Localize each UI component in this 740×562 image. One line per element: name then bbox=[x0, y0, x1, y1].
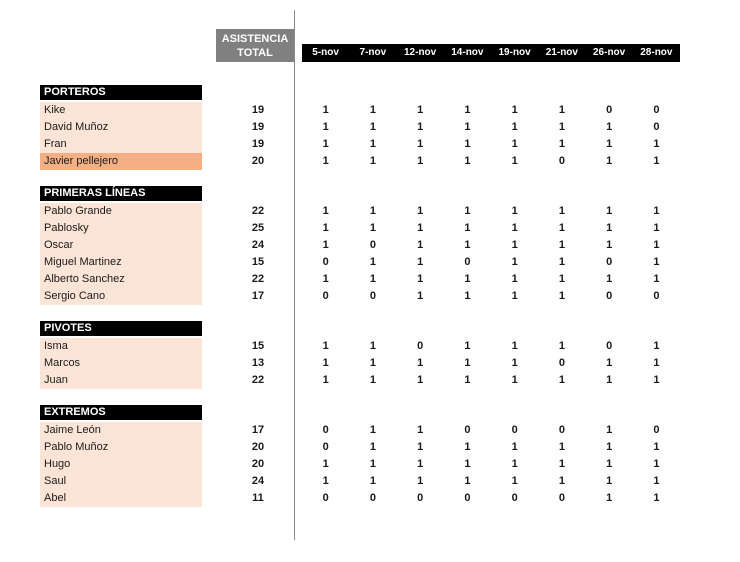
attendance-cell: 1 bbox=[653, 138, 660, 150]
date-header-cell: 7-nov bbox=[359, 47, 387, 58]
attendance-cell: 1 bbox=[558, 340, 565, 352]
attendance-cell: 1 bbox=[511, 155, 518, 167]
attendance-cell: 1 bbox=[464, 290, 471, 302]
attendance-cell: 1 bbox=[653, 273, 660, 285]
attendance-cell: 1 bbox=[606, 492, 613, 504]
attendance-cell: 1 bbox=[511, 357, 518, 369]
attendance-cell: 1 bbox=[417, 458, 424, 470]
player-row bbox=[0, 422, 740, 439]
player-row bbox=[0, 254, 740, 271]
date-header-cell: 28-nov bbox=[640, 47, 673, 58]
total-header-line1: ASISTENCIA bbox=[221, 32, 289, 45]
player-row bbox=[0, 220, 740, 237]
attendance-cell: 1 bbox=[606, 475, 613, 487]
player-name-cell: Abel bbox=[40, 490, 202, 507]
attendance-cell: 1 bbox=[464, 475, 471, 487]
player-row bbox=[0, 338, 740, 355]
attendance-cell: 1 bbox=[417, 374, 424, 386]
player-name-cell: Fran bbox=[40, 136, 202, 153]
player-name-cell: Miguel Martinez bbox=[40, 254, 202, 271]
attendance-cell: 1 bbox=[369, 222, 376, 234]
attendance-cell: 1 bbox=[511, 121, 518, 133]
attendance-cell: 1 bbox=[653, 155, 660, 167]
player-name-cell: David Muñoz bbox=[40, 119, 202, 136]
attendance-cell: 0 bbox=[464, 424, 471, 436]
attendance-cell: 1 bbox=[511, 340, 518, 352]
attendance-cell: 1 bbox=[653, 458, 660, 470]
attendance-cell: 1 bbox=[369, 205, 376, 217]
attendance-cells bbox=[302, 355, 680, 372]
attendance-cell: 1 bbox=[606, 222, 613, 234]
attendance-cell: 1 bbox=[606, 458, 613, 470]
attendance-cell: 1 bbox=[511, 222, 518, 234]
attendance-cell: 1 bbox=[417, 155, 424, 167]
attendance-cell: 0 bbox=[464, 492, 471, 504]
attendance-cell: 1 bbox=[369, 256, 376, 268]
attendance-cell: 0 bbox=[558, 424, 565, 436]
attendance-cells bbox=[302, 338, 680, 355]
player-row bbox=[0, 288, 740, 305]
attendance-cell: 1 bbox=[606, 374, 613, 386]
attendance-cell: 1 bbox=[464, 222, 471, 234]
attendance-cell: 1 bbox=[653, 340, 660, 352]
attendance-cell: 1 bbox=[511, 441, 518, 453]
player-total-cell: 24 bbox=[251, 239, 265, 251]
player-row bbox=[0, 119, 740, 136]
attendance-cell: 0 bbox=[558, 155, 565, 167]
player-name-cell: Juan bbox=[40, 372, 202, 389]
attendance-cell: 1 bbox=[417, 205, 424, 217]
attendance-cell: 1 bbox=[322, 357, 329, 369]
date-header-cell: 26-nov bbox=[593, 47, 626, 58]
attendance-cell: 1 bbox=[606, 441, 613, 453]
attendance-cell: 1 bbox=[417, 121, 424, 133]
attendance-cell: 1 bbox=[511, 290, 518, 302]
attendance-cell: 1 bbox=[322, 104, 329, 116]
attendance-cells bbox=[302, 271, 680, 288]
section-title: PIVOTES bbox=[40, 321, 202, 336]
attendance-cell: 1 bbox=[322, 155, 329, 167]
attendance-cell: 1 bbox=[464, 441, 471, 453]
player-name-cell: Saul bbox=[40, 473, 202, 490]
attendance-cell: 1 bbox=[322, 239, 329, 251]
attendance-cell: 1 bbox=[417, 424, 424, 436]
attendance-cell: 1 bbox=[464, 121, 471, 133]
attendance-cell: 1 bbox=[322, 222, 329, 234]
date-header-cell: 12-nov bbox=[404, 47, 437, 58]
attendance-cell: 0 bbox=[606, 104, 613, 116]
attendance-cell: 1 bbox=[464, 357, 471, 369]
attendance-cell: 1 bbox=[511, 239, 518, 251]
attendance-cell: 1 bbox=[464, 239, 471, 251]
player-name-cell: Pablosky bbox=[40, 220, 202, 237]
attendance-cell: 0 bbox=[417, 492, 424, 504]
attendance-cell: 1 bbox=[653, 205, 660, 217]
attendance-cell: 1 bbox=[558, 138, 565, 150]
player-total-cell: 17 bbox=[251, 424, 265, 436]
date-header-row bbox=[302, 44, 680, 62]
attendance-cell: 1 bbox=[464, 205, 471, 217]
attendance-cell: 0 bbox=[369, 239, 376, 251]
player-row bbox=[0, 136, 740, 153]
attendance-cells bbox=[302, 119, 680, 136]
attendance-cell: 1 bbox=[464, 458, 471, 470]
player-name-cell: Oscar bbox=[40, 237, 202, 254]
attendance-cell: 1 bbox=[369, 475, 376, 487]
attendance-cell: 1 bbox=[606, 357, 613, 369]
player-total-cell: 22 bbox=[251, 273, 265, 285]
attendance-cells bbox=[302, 136, 680, 153]
player-name-cell: Kike bbox=[40, 102, 202, 119]
attendance-cell: 0 bbox=[558, 357, 565, 369]
attendance-cell: 1 bbox=[322, 374, 329, 386]
attendance-cells bbox=[302, 102, 680, 119]
attendance-cells bbox=[302, 254, 680, 271]
player-row bbox=[0, 237, 740, 254]
attendance-cell: 0 bbox=[417, 340, 424, 352]
attendance-cell: 0 bbox=[653, 290, 660, 302]
attendance-cell: 1 bbox=[653, 357, 660, 369]
player-name-cell: Sergio Cano bbox=[40, 288, 202, 305]
attendance-cell: 1 bbox=[511, 374, 518, 386]
attendance-cell: 1 bbox=[322, 340, 329, 352]
attendance-cell: 1 bbox=[322, 138, 329, 150]
player-total-cell: 20 bbox=[251, 441, 265, 453]
section-title: PORTEROS bbox=[40, 85, 202, 100]
player-row bbox=[0, 439, 740, 456]
attendance-cell: 1 bbox=[511, 273, 518, 285]
attendance-cell: 1 bbox=[558, 273, 565, 285]
attendance-cell: 1 bbox=[511, 256, 518, 268]
attendance-cell: 1 bbox=[417, 138, 424, 150]
player-total-cell: 25 bbox=[251, 222, 265, 234]
attendance-cell: 1 bbox=[606, 424, 613, 436]
player-total-cell: 20 bbox=[251, 458, 265, 470]
attendance-cell: 1 bbox=[606, 155, 613, 167]
date-header-cell: 21-nov bbox=[545, 47, 578, 58]
player-total-cell: 22 bbox=[251, 374, 265, 386]
attendance-cells bbox=[302, 456, 680, 473]
attendance-cell: 1 bbox=[369, 357, 376, 369]
section-header-row bbox=[0, 321, 740, 338]
player-total-cell: 22 bbox=[251, 205, 265, 217]
attendance-cell: 0 bbox=[511, 492, 518, 504]
attendance-cell: 1 bbox=[511, 205, 518, 217]
player-name-cell: Hugo bbox=[40, 456, 202, 473]
player-name-cell: Alberto Sanchez bbox=[40, 271, 202, 288]
attendance-cell: 1 bbox=[653, 374, 660, 386]
attendance-cell: 0 bbox=[464, 256, 471, 268]
player-row bbox=[0, 102, 740, 119]
attendance-cell: 1 bbox=[322, 205, 329, 217]
attendance-cell: 1 bbox=[511, 138, 518, 150]
attendance-cell: 0 bbox=[653, 104, 660, 116]
section-gap bbox=[0, 170, 740, 186]
attendance-cell: 1 bbox=[606, 205, 613, 217]
section-header-row bbox=[0, 186, 740, 203]
attendance-cell: 1 bbox=[322, 273, 329, 285]
attendance-cell: 1 bbox=[653, 441, 660, 453]
attendance-cells bbox=[302, 473, 680, 490]
attendance-cell: 1 bbox=[369, 340, 376, 352]
attendance-cell: 1 bbox=[558, 205, 565, 217]
attendance-cell: 1 bbox=[417, 239, 424, 251]
attendance-cells bbox=[302, 490, 680, 507]
attendance-cell: 1 bbox=[464, 374, 471, 386]
attendance-cells bbox=[302, 220, 680, 237]
attendance-cell: 0 bbox=[322, 290, 329, 302]
attendance-cell: 1 bbox=[558, 239, 565, 251]
attendance-cell: 0 bbox=[606, 290, 613, 302]
attendance-cell: 1 bbox=[417, 222, 424, 234]
attendance-cell: 1 bbox=[558, 121, 565, 133]
total-column-header bbox=[216, 29, 294, 62]
attendance-cell: 1 bbox=[369, 441, 376, 453]
attendance-cells bbox=[302, 422, 680, 439]
attendance-cell: 1 bbox=[606, 121, 613, 133]
attendance-cell: 1 bbox=[322, 475, 329, 487]
player-row bbox=[0, 203, 740, 220]
section-header-row bbox=[0, 405, 740, 422]
total-header-line2: TOTAL bbox=[237, 46, 273, 59]
attendance-cells bbox=[302, 203, 680, 220]
attendance-cell: 1 bbox=[653, 239, 660, 251]
player-row bbox=[0, 153, 740, 170]
player-row bbox=[0, 490, 740, 507]
attendance-cell: 1 bbox=[369, 273, 376, 285]
player-row bbox=[0, 456, 740, 473]
attendance-cell: 0 bbox=[369, 492, 376, 504]
player-total-cell: 15 bbox=[251, 256, 265, 268]
attendance-cell: 0 bbox=[322, 441, 329, 453]
attendance-cell: 1 bbox=[369, 138, 376, 150]
attendance-cell: 1 bbox=[653, 256, 660, 268]
attendance-cell: 1 bbox=[369, 155, 376, 167]
attendance-cell: 1 bbox=[417, 441, 424, 453]
attendance-cell: 1 bbox=[558, 441, 565, 453]
attendance-cell: 1 bbox=[558, 290, 565, 302]
attendance-cell: 1 bbox=[653, 475, 660, 487]
attendance-cell: 1 bbox=[464, 138, 471, 150]
attendance-cell: 1 bbox=[464, 104, 471, 116]
attendance-cell: 1 bbox=[653, 222, 660, 234]
attendance-cell: 0 bbox=[606, 340, 613, 352]
attendance-cell: 1 bbox=[369, 374, 376, 386]
date-header-cell: 19-nov bbox=[498, 47, 531, 58]
attendance-cell: 1 bbox=[511, 475, 518, 487]
section-header-row bbox=[0, 85, 740, 102]
attendance-cells bbox=[302, 439, 680, 456]
attendance-cells bbox=[302, 153, 680, 170]
attendance-cell: 1 bbox=[464, 340, 471, 352]
attendance-cell: 0 bbox=[653, 121, 660, 133]
player-total-cell: 19 bbox=[251, 138, 265, 150]
attendance-cell: 1 bbox=[606, 138, 613, 150]
attendance-cell: 1 bbox=[464, 273, 471, 285]
player-total-cell: 19 bbox=[251, 121, 265, 133]
date-header-cell: 5-nov bbox=[312, 47, 339, 58]
attendance-cell: 1 bbox=[606, 273, 613, 285]
player-name-cell: Marcos bbox=[40, 355, 202, 372]
player-row bbox=[0, 355, 740, 372]
attendance-cell: 0 bbox=[322, 492, 329, 504]
attendance-cell: 1 bbox=[558, 475, 565, 487]
player-name-cell: Pablo Muñoz bbox=[40, 439, 202, 456]
attendance-cell: 1 bbox=[369, 458, 376, 470]
attendance-cell: 1 bbox=[511, 458, 518, 470]
attendance-cell: 1 bbox=[417, 273, 424, 285]
attendance-cell: 1 bbox=[322, 121, 329, 133]
player-total-cell: 24 bbox=[251, 475, 265, 487]
section-title: EXTREMOS bbox=[40, 405, 202, 420]
attendance-cell: 1 bbox=[558, 256, 565, 268]
section-gap bbox=[0, 305, 740, 321]
attendance-cell: 1 bbox=[464, 155, 471, 167]
attendance-cell: 1 bbox=[417, 475, 424, 487]
attendance-cell: 1 bbox=[417, 357, 424, 369]
player-row bbox=[0, 271, 740, 288]
attendance-cell: 1 bbox=[606, 239, 613, 251]
player-total-cell: 11 bbox=[252, 492, 264, 504]
player-row bbox=[0, 372, 740, 389]
player-name-cell: Jaime León bbox=[40, 422, 202, 439]
player-name-cell: Javier pellejero bbox=[40, 153, 202, 170]
attendance-cell: 1 bbox=[417, 290, 424, 302]
attendance-cell: 0 bbox=[511, 424, 518, 436]
table-body bbox=[0, 85, 740, 507]
attendance-cell: 1 bbox=[558, 458, 565, 470]
attendance-cell: 1 bbox=[369, 121, 376, 133]
attendance-cell: 1 bbox=[417, 256, 424, 268]
player-total-cell: 20 bbox=[251, 155, 265, 167]
player-total-cell: 17 bbox=[251, 290, 265, 302]
attendance-cell: 0 bbox=[322, 424, 329, 436]
attendance-cells bbox=[302, 237, 680, 254]
attendance-cell: 1 bbox=[558, 222, 565, 234]
section-title: PRIMERAS LÍNEAS bbox=[40, 186, 202, 201]
player-total-cell: 19 bbox=[251, 104, 265, 116]
section-gap bbox=[0, 389, 740, 405]
player-row bbox=[0, 473, 740, 490]
attendance-cell: 0 bbox=[558, 492, 565, 504]
attendance-cell: 1 bbox=[369, 104, 376, 116]
attendance-cell: 1 bbox=[558, 104, 565, 116]
attendance-cell: 1 bbox=[558, 374, 565, 386]
attendance-cell: 1 bbox=[322, 458, 329, 470]
date-header-cell: 14-nov bbox=[451, 47, 484, 58]
attendance-cell: 0 bbox=[606, 256, 613, 268]
player-total-cell: 13 bbox=[251, 357, 265, 369]
player-name-cell: Pablo Grande bbox=[40, 203, 202, 220]
player-total-cell: 15 bbox=[251, 340, 265, 352]
attendance-cell: 1 bbox=[653, 492, 660, 504]
attendance-cell: 0 bbox=[653, 424, 660, 436]
attendance-cell: 0 bbox=[369, 290, 376, 302]
attendance-cell: 1 bbox=[369, 424, 376, 436]
attendance-cell: 1 bbox=[417, 104, 424, 116]
attendance-cell: 0 bbox=[322, 256, 329, 268]
attendance-cell: 1 bbox=[511, 104, 518, 116]
attendance-cells bbox=[302, 372, 680, 389]
attendance-cells bbox=[302, 288, 680, 305]
player-name-cell: Isma bbox=[40, 338, 202, 355]
